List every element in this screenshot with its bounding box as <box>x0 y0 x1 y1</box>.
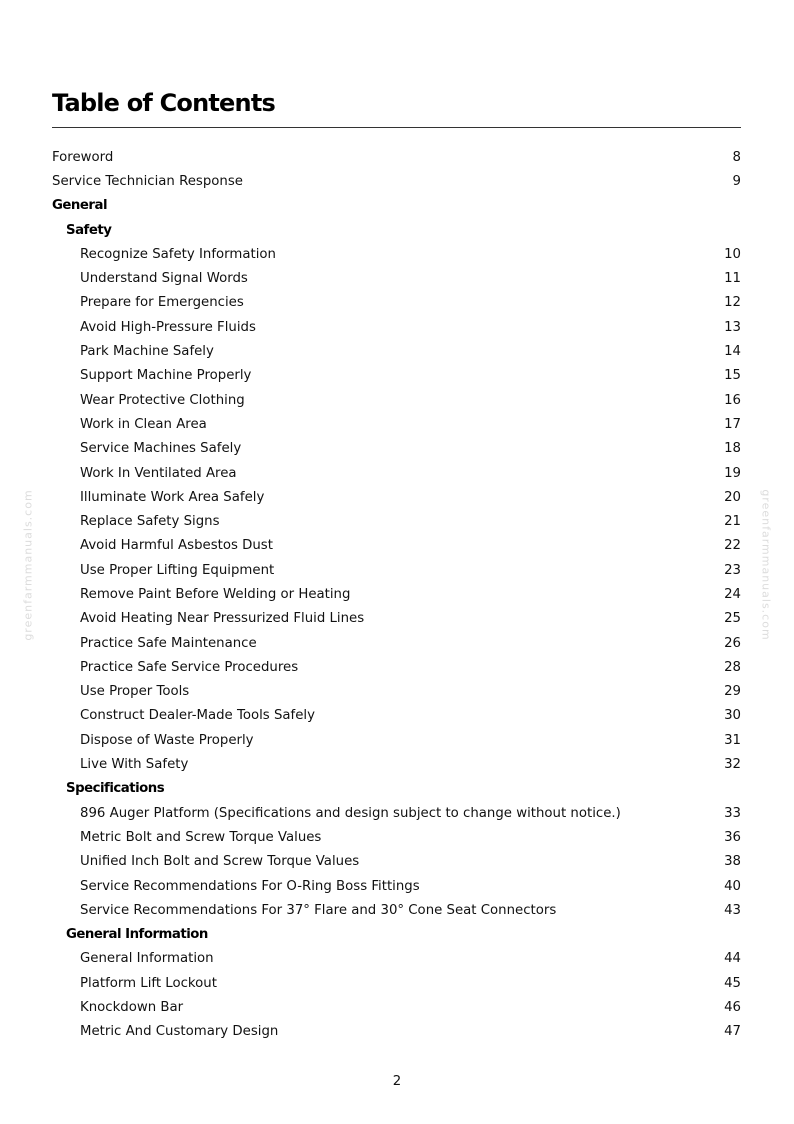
toc-entry-title: Use Proper Lifting Equipment <box>80 562 275 578</box>
toc-entry-title: Live With Safety <box>80 757 189 773</box>
toc-entry[interactable] <box>52 558 741 582</box>
toc-entry-page: 23 <box>724 562 741 578</box>
toc-entry-title: Work In Ventilated Area <box>80 465 237 481</box>
toc-entry-title: Metric Bolt and Screw Torque Values <box>80 829 322 845</box>
toc-entry-title: General Information <box>80 951 214 967</box>
toc-entry-page: 22 <box>724 538 741 554</box>
toc-entry-page: 31 <box>724 732 741 748</box>
toc-entry[interactable] <box>52 169 741 193</box>
table-of-contents <box>52 145 741 1044</box>
toc-entry-page: 15 <box>724 368 741 384</box>
toc-entry-page: 30 <box>724 708 741 724</box>
toc-entry-page: 10 <box>724 246 741 262</box>
toc-entry[interactable] <box>52 607 741 631</box>
toc-entry-title: Use Proper Tools <box>80 684 190 700</box>
toc-entry-title: Service Machines Safely <box>80 441 242 457</box>
toc-entry-title: Wear Protective Clothing <box>80 392 245 408</box>
watermark-left: greenfarmmanuals.com <box>21 489 35 641</box>
toc-entry[interactable] <box>52 850 741 874</box>
toc-entry[interactable] <box>52 801 741 825</box>
toc-entry[interactable] <box>52 315 741 339</box>
toc-entry-title: Practice Safe Maintenance <box>80 635 257 651</box>
toc-entry-title: Prepare for Emergencies <box>80 295 244 311</box>
toc-entry-title: Practice Safe Service Procedures <box>80 659 299 675</box>
toc-entry-title: Dispose of Waste Properly <box>80 732 254 748</box>
toc-entry[interactable] <box>52 145 741 169</box>
toc-entry[interactable] <box>52 412 741 436</box>
toc-entry-title: Understand Signal Words <box>80 271 248 287</box>
toc-entry-page: 11 <box>724 271 741 287</box>
toc-section-heading <box>52 923 741 947</box>
page-number: 2 <box>392 1074 402 1089</box>
toc-entry-title: Platform Lift Lockout <box>80 975 217 991</box>
toc-entry-page: 29 <box>724 684 741 700</box>
toc-entry-page: 9 <box>732 173 741 189</box>
toc-entry[interactable] <box>52 631 741 655</box>
toc-entry[interactable] <box>52 582 741 606</box>
toc-entry-title: Park Machine Safely <box>80 344 214 360</box>
toc-entry-page: 28 <box>724 659 741 675</box>
toc-entry-page: 33 <box>724 805 741 821</box>
toc-entry[interactable] <box>52 461 741 485</box>
toc-entry-title: Service Recommendations For 37° Flare and 30° Cone Seat Connectors <box>80 902 557 918</box>
page-title: Table of Contents <box>52 89 275 117</box>
toc-entry-page: 45 <box>724 975 741 991</box>
toc-entry-page: 32 <box>724 757 741 773</box>
toc-entry-page: 21 <box>724 514 741 530</box>
toc-entry-title: Work in Clean Area <box>80 416 207 432</box>
toc-entry-page: 13 <box>724 319 741 335</box>
toc-entry[interactable] <box>52 947 741 971</box>
toc-entry-page: 47 <box>724 1024 741 1040</box>
toc-entry-title: Support Machine Properly <box>80 368 252 384</box>
toc-entry[interactable] <box>52 680 741 704</box>
toc-entry[interactable] <box>52 388 741 412</box>
toc-entry-title: General <box>52 198 108 214</box>
toc-entry-page: 43 <box>724 902 741 918</box>
toc-entry-page: 26 <box>724 635 741 651</box>
toc-entry-title: Illuminate Work Area Safely <box>80 489 265 505</box>
toc-entry-page: 40 <box>724 878 741 894</box>
toc-entry[interactable] <box>52 364 741 388</box>
toc-entry-page: 36 <box>724 829 741 845</box>
toc-entry[interactable] <box>52 1020 741 1044</box>
toc-entry-title: Avoid High-Pressure Fluids <box>80 319 256 335</box>
toc-entry-title: General Information <box>66 927 208 943</box>
toc-entry[interactable] <box>52 242 741 266</box>
toc-entry[interactable] <box>52 291 741 315</box>
toc-entry[interactable] <box>52 534 741 558</box>
toc-entry[interactable] <box>52 655 741 679</box>
toc-entry[interactable] <box>52 995 741 1019</box>
toc-entry[interactable] <box>52 898 741 922</box>
toc-entry-title: Knockdown Bar <box>80 1000 184 1016</box>
toc-section-heading <box>52 777 741 801</box>
toc-entry-title: Avoid Harmful Asbestos Dust <box>80 538 273 554</box>
toc-entry-title: Foreword <box>52 149 114 165</box>
toc-entry[interactable] <box>52 266 741 290</box>
toc-entry-title: Replace Safety Signs <box>80 514 220 530</box>
toc-entry[interactable] <box>52 971 741 995</box>
toc-entry[interactable] <box>52 825 741 849</box>
toc-entry-page: 25 <box>724 611 741 627</box>
title-divider <box>52 127 741 128</box>
toc-entry-page: 17 <box>724 416 741 432</box>
toc-entry[interactable] <box>52 752 741 776</box>
toc-entry-title: Avoid Heating Near Pressurized Fluid Lines <box>80 611 365 627</box>
toc-entry[interactable] <box>52 728 741 752</box>
toc-entry[interactable] <box>52 437 741 461</box>
toc-entry-title: Specifications <box>66 781 165 797</box>
toc-entry[interactable] <box>52 339 741 363</box>
toc-entry-title: Remove Paint Before Welding or Heating <box>80 586 351 602</box>
toc-entry[interactable] <box>52 874 741 898</box>
toc-entry[interactable] <box>52 509 741 533</box>
toc-entry[interactable] <box>52 704 741 728</box>
toc-entry-title: 896 Auger Platform (Specifications and design subject to change without notice.) <box>80 805 621 821</box>
toc-entry-page: 20 <box>724 489 741 505</box>
toc-entry[interactable] <box>52 485 741 509</box>
toc-entry-title: Metric And Customary Design <box>80 1024 279 1040</box>
toc-entry-page: 8 <box>732 149 741 165</box>
toc-entry-page: 19 <box>724 465 741 481</box>
toc-section-heading <box>52 194 741 218</box>
toc-entry-page: 24 <box>724 586 741 602</box>
toc-entry-title: Construct Dealer-Made Tools Safely <box>80 708 315 724</box>
toc-entry-title: Unified Inch Bolt and Screw Torque Values <box>80 854 360 870</box>
toc-entry-page: 38 <box>724 854 741 870</box>
toc-entry-page: 16 <box>724 392 741 408</box>
toc-entry-page: 12 <box>724 295 741 311</box>
toc-entry-page: 14 <box>724 344 741 360</box>
toc-entry-page: 46 <box>724 1000 741 1016</box>
watermark-right: greenfarmmanuals.com <box>759 489 773 641</box>
toc-section-heading <box>52 218 741 242</box>
toc-entry-title: Recognize Safety Information <box>80 246 276 262</box>
toc-entry-page: 18 <box>724 441 741 457</box>
toc-entry-page: 44 <box>724 951 741 967</box>
toc-entry-title: Service Technician Response <box>52 173 243 189</box>
toc-entry-title: Safety <box>66 222 112 238</box>
toc-entry-title: Service Recommendations For O-Ring Boss Fittings <box>80 878 420 894</box>
